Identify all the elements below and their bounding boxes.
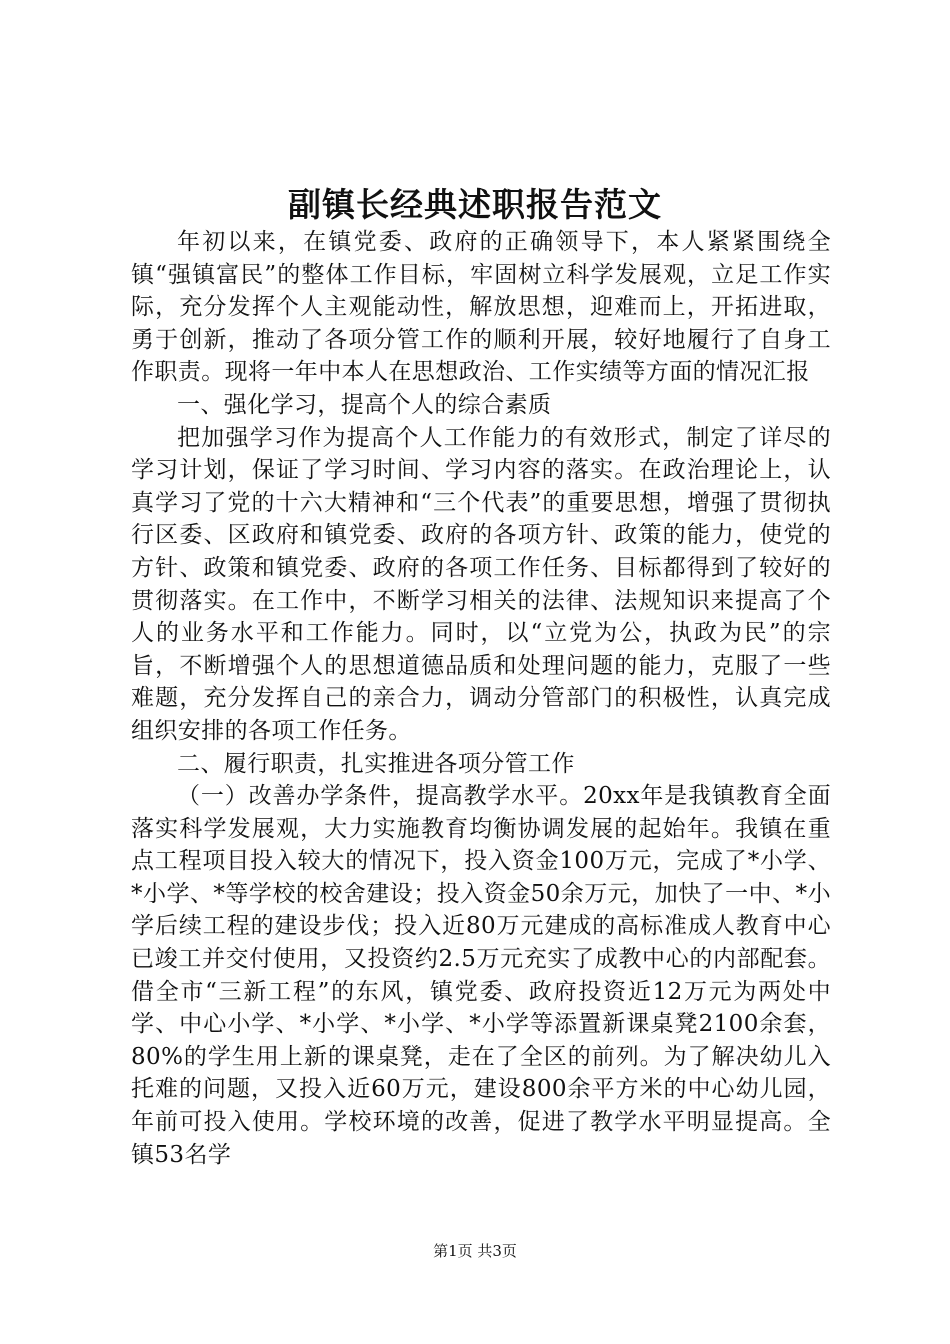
section-heading-1: 一、强化学习，提高个人的综合素质 — [177, 391, 552, 418]
section-heading-2: 二、履行职责，扎实推进各项分管工作 — [177, 750, 575, 777]
section-2-paragraph: （一）改善办学条件，提高教学水平。20xx年是我镇教育全面落实科学发展观，大力实施教育均衡协调发展的起始年。我镇在重点工程项目投入较大的情况下，投入资金100万元，完成了*小学、*小学、*等学校的校舍建设；投入资金50余万元，加快了一中、*小学后续工程的建设步伐；投入近80万元建成的高标准成人教育中心已竣工并交付使用，又投资约2.5万元充实了成教中心的内部配套。借全市“三新工程”的东风，镇党委、政府投资近12万元为两处中学、中心小学、*小学、*小学、*小学等添置新课桌凳2100余套，80%的学生用上新的课桌凳，走在了全区的前列。为了解决幼儿入托难的问题，又投入近60万元，建设800余平方米的中心幼儿园，年前可投入使用。学校环境的改善，促进了教学水平明显提高。全镇53名学 — [131, 783, 831, 1168]
page-number-footer: 第1页 共3页 — [433, 1242, 517, 1260]
document-title: 副镇长经典述职报告范文 — [288, 185, 662, 224]
document-body — [131, 226, 831, 1171]
intro-paragraph: 年初以来，在镇党委、政府的正确领导下，本人紧紧围绕全镇“强镇富民”的整体工作目标，牢固树立科学发展观，立足工作实际，充分发挥个人主观能动性，解放思想，迎难而上，开拓进取，勇于创新，推动了各项分管工作的顺利开展，较好地履行了自身工作职责。现将一年中本人在思想政治、工作实绩等方面的情况汇报 — [131, 229, 831, 386]
section-1-paragraph: 把加强学习作为提高个人工作能力的有效形式，制定了详尽的学习计划，保证了学习时间、学习内容的落实。在政治理论上，认真学习了党的十六大精神和“三个代表”的重要思想，增强了贯彻执行区委、区政府和镇党委、政府的各项方针、政策的能力，使党的方针、政策和镇党委、政府的各项工作任务、目标都得到了较好的贯彻落实。在工作中，不断学习相关的法律、法规知识来提高了个人的业务水平和工作能力。同时，以“立党为公，执政为民”的宗旨，不断增强个人的思想道德品质和处理问题的能力，克服了一些难题，充分发挥自己的亲合力，调动分管部门的积极性，认真完成组织安排的各项工作任务。 — [131, 424, 831, 744]
